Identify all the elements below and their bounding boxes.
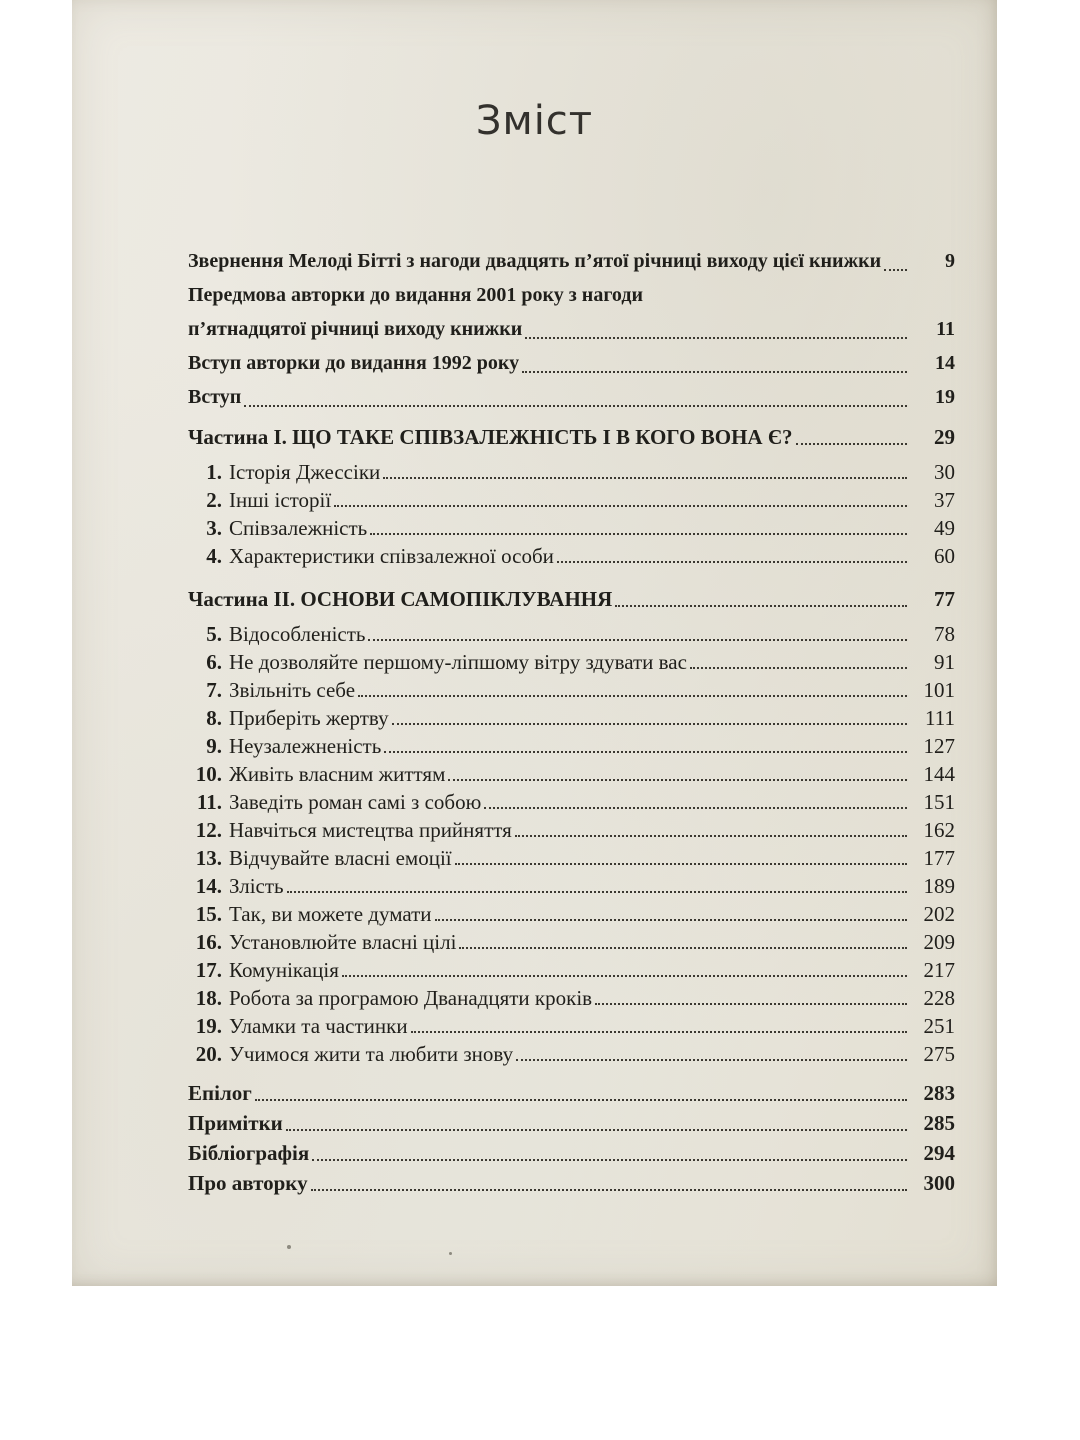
- entry-number: 5.: [206, 622, 222, 646]
- dot-leader: [334, 505, 907, 507]
- entry-page: 29: [934, 425, 955, 449]
- entry-page: 19: [935, 386, 955, 408]
- entry-page: 294: [923, 1141, 955, 1165]
- toc-entry: [188, 244, 955, 278]
- entry-number: 19.: [195, 1014, 222, 1038]
- dot-leader: [515, 835, 907, 837]
- dot-leader: [358, 695, 907, 697]
- entry-number: 15.: [195, 902, 222, 926]
- toc-entry: [188, 380, 955, 414]
- entry-page: 177: [923, 846, 955, 870]
- entry-number: 20.: [195, 1042, 222, 1066]
- toc-entry: [188, 458, 955, 486]
- toc-entry: [188, 584, 955, 614]
- entry-page: 37: [934, 488, 955, 512]
- entry-number: 14.: [195, 874, 222, 898]
- entry-label: Частина ІІ. ОСНОВИ САМОПІКЛУВАННЯ: [188, 587, 613, 611]
- entry-number: 2.: [206, 488, 222, 512]
- toc-entry: [188, 844, 955, 872]
- toc-entry: [188, 676, 955, 704]
- toc-list: [188, 244, 955, 1198]
- entry-page: 228: [923, 986, 955, 1010]
- entry-number: 6.: [206, 650, 222, 674]
- entry-page: 209: [923, 930, 955, 954]
- entry-number: 3.: [206, 516, 222, 540]
- dot-leader: [884, 269, 907, 271]
- toc-entry: [188, 928, 955, 956]
- dot-leader: [796, 443, 907, 445]
- toc-entry: [188, 1108, 955, 1138]
- toc-entry: [188, 704, 955, 732]
- entry-label: Неузалежненість: [229, 734, 382, 758]
- entry-label: Так, ви можете думати: [229, 902, 432, 926]
- dot-leader: [342, 975, 907, 977]
- entry-page: 60: [934, 544, 955, 568]
- toc-group-part-1: [188, 422, 955, 570]
- entry-label: Співзалежність: [229, 516, 368, 540]
- entry-page: 127: [923, 734, 955, 758]
- entry-label: Характеристики співзалежної особи: [229, 544, 554, 568]
- entry-page: 189: [923, 874, 955, 898]
- entry-label: Не дозволяйте першому-ліпшому вітру здувати вас: [229, 650, 687, 674]
- dot-leader: [384, 751, 907, 753]
- entry-label: Заведіть роман самі з собою: [229, 790, 482, 814]
- toc-entry: [188, 900, 955, 928]
- entry-number: 9.: [206, 734, 222, 758]
- entry-number: 18.: [195, 986, 222, 1010]
- page-title: Зміст: [475, 98, 594, 144]
- entry-label: Приберіть жертву: [229, 706, 389, 730]
- entry-number: 8.: [206, 706, 222, 730]
- entry-page: 251: [923, 1014, 955, 1038]
- dot-leader: [383, 477, 907, 479]
- toc-entry: [188, 514, 955, 542]
- entry-page: 78: [934, 622, 955, 646]
- entry-label: Частина І. ЩО ТАКЕ СПІВЗАЛЕЖНІСТЬ І В КОГО ВОНА Є?: [188, 425, 793, 449]
- toc-group-front-matter: [188, 244, 955, 414]
- entry-number: 17.: [195, 958, 222, 982]
- entry-page: 9: [945, 250, 955, 272]
- entry-label: Учимося жити та любити знову: [229, 1042, 514, 1066]
- entry-number: 10.: [195, 762, 222, 786]
- dot-leader: [525, 337, 907, 339]
- entry-page: 285: [923, 1111, 955, 1135]
- toc-entry: [188, 760, 955, 788]
- dot-leader: [435, 919, 907, 921]
- entry-page: 151: [923, 790, 955, 814]
- dot-leader: [311, 1189, 907, 1191]
- toc-group-part-2: [188, 584, 955, 1068]
- dot-leader: [370, 533, 907, 535]
- entry-number: 11.: [196, 790, 222, 814]
- dot-leader: [459, 947, 907, 949]
- entry-page: 11: [936, 318, 955, 340]
- dot-leader: [455, 863, 907, 865]
- dot-leader: [557, 561, 907, 563]
- entry-number: 1.: [206, 460, 222, 484]
- dot-leader: [244, 405, 907, 407]
- entry-page: 30: [934, 460, 955, 484]
- toc-entry: [188, 486, 955, 514]
- dot-leader: [286, 1129, 907, 1131]
- entry-page: 14: [935, 352, 955, 374]
- entry-number: 13.: [195, 846, 222, 870]
- toc-entry: [188, 422, 955, 452]
- entry-label: Комунікація: [229, 958, 339, 982]
- entry-label: Відособленість: [229, 622, 366, 646]
- dot-leader: [312, 1159, 907, 1161]
- toc-entry: [188, 984, 955, 1012]
- dot-leader: [287, 891, 907, 893]
- dot-leader: [448, 779, 907, 781]
- entry-label: Уламки та частинки: [229, 1014, 408, 1038]
- entry-page: 162: [923, 818, 955, 842]
- entry-label: Навчіться мистецтва прийняття: [229, 818, 512, 842]
- entry-page: 101: [923, 678, 955, 702]
- dot-leader: [595, 1003, 907, 1005]
- entry-number: 7.: [206, 678, 222, 702]
- entry-number: 12.: [195, 818, 222, 842]
- entry-label: Історія Джессіки: [229, 460, 381, 484]
- entry-label: Про авторку: [188, 1171, 308, 1195]
- entry-page: 217: [923, 958, 955, 982]
- entry-page: 202: [923, 902, 955, 926]
- entry-page: 91: [934, 650, 955, 674]
- entry-label: Епілог: [188, 1081, 252, 1105]
- toc-entry: [188, 1040, 955, 1068]
- toc-entry: [188, 648, 955, 676]
- entry-page: 77: [934, 587, 955, 611]
- toc-entry: [188, 1168, 955, 1198]
- entry-label: Звернення Мелоді Бітті з нагоди двадцять п’ятої річниці виходу цієї книжки: [188, 250, 882, 272]
- toc-entry: [188, 1012, 955, 1040]
- entry-number: 16.: [195, 930, 222, 954]
- dot-leader: [392, 723, 907, 725]
- entry-page: 300: [923, 1171, 955, 1195]
- paper-speck: [287, 1245, 291, 1249]
- toc-entry: [188, 872, 955, 900]
- entry-number: 4.: [206, 544, 222, 568]
- toc-entry: [188, 1138, 955, 1168]
- dot-leader: [690, 667, 907, 669]
- toc-entry: [188, 732, 955, 760]
- entry-label: Злість: [229, 874, 284, 898]
- toc-group-back-matter: [188, 1078, 955, 1198]
- entry-label: Передмова авторки до видання 2001 року з нагоди: [188, 284, 643, 306]
- entry-page: 49: [934, 516, 955, 540]
- paper-speck: [449, 1252, 452, 1255]
- entry-page: 144: [923, 762, 955, 786]
- entry-label: Звільніть себе: [229, 678, 356, 702]
- dot-leader: [411, 1031, 907, 1033]
- entry-label: Примітки: [188, 1111, 283, 1135]
- toc-entry: [188, 542, 955, 570]
- entry-label: Вступ авторки до видання 1992 року: [188, 352, 520, 374]
- entry-page: 283: [923, 1081, 955, 1105]
- toc-entry: [188, 346, 955, 380]
- toc-entry: [188, 278, 955, 312]
- book-page-photo: [72, 0, 997, 1286]
- entry-label: Вступ: [188, 386, 242, 408]
- dot-leader: [615, 605, 907, 607]
- dot-leader: [255, 1099, 907, 1101]
- dot-leader: [516, 1059, 907, 1061]
- entry-label: Відчувайте власні емоції: [229, 846, 452, 870]
- entry-label: Бібліографія: [188, 1141, 310, 1165]
- entry-page: 275: [923, 1042, 955, 1066]
- entry-label: п’ятнадцятої річниці виходу книжки: [188, 318, 523, 340]
- toc-entry: [188, 620, 955, 648]
- entry-label: Живіть власним життям: [229, 762, 446, 786]
- entry-label: Робота за програмою Дванадцяти кроків: [229, 986, 593, 1010]
- entry-page: 111: [925, 706, 955, 730]
- toc-entry: [188, 1078, 955, 1108]
- entry-label: Інші історії: [229, 488, 332, 512]
- toc-entry: [188, 956, 955, 984]
- dot-leader: [522, 371, 907, 373]
- dot-leader: [368, 639, 907, 641]
- toc-entry: [188, 312, 955, 346]
- toc-entry: [188, 788, 955, 816]
- toc-entry: [188, 816, 955, 844]
- entry-label: Установлюйте власні цілі: [229, 930, 457, 954]
- dot-leader: [484, 807, 907, 809]
